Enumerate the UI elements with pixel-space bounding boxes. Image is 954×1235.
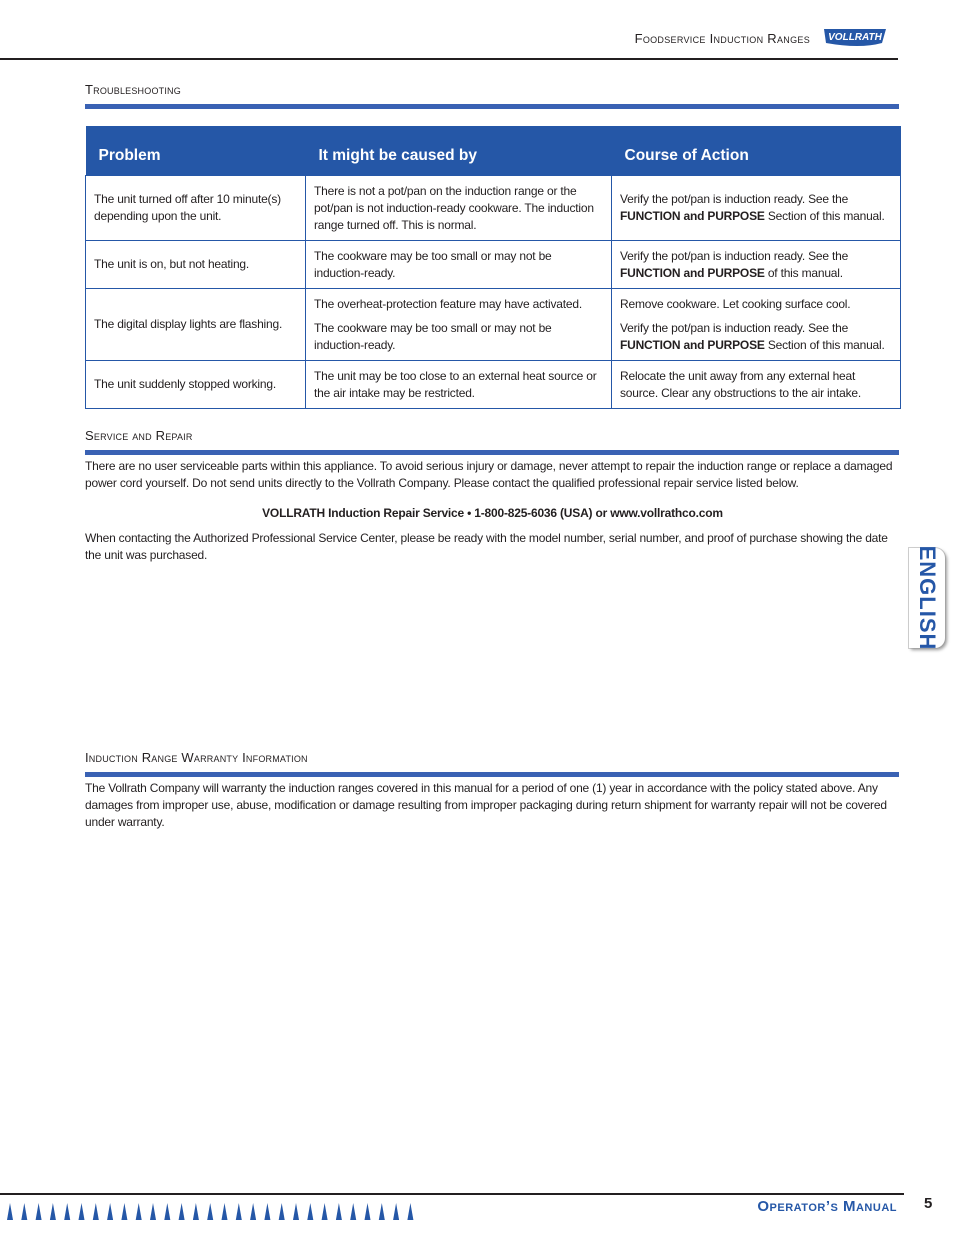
table-row: [86, 361, 901, 409]
triangle-marker: [121, 1203, 127, 1220]
action-cell: [612, 289, 901, 361]
triangle-marker: [264, 1203, 270, 1220]
action-reference: FUNCTION and PURPOSE: [620, 209, 765, 223]
action-text: Verify the pot/pan is induction ready. See the: [620, 320, 849, 335]
warranty-title: Induction Range Warranty Information: [85, 750, 308, 765]
triangle-marker: [136, 1203, 142, 1220]
triangle-marker: [64, 1203, 70, 1220]
triangle-marker: [250, 1203, 256, 1220]
cause-cell: The cookware may be too small or may not be induction-ready.: [306, 241, 612, 289]
problem-cell: The digital display lights are flashing.: [86, 289, 306, 361]
table-row: [86, 176, 901, 241]
column-header-cause: It might be caused by: [306, 126, 612, 176]
problem-cell: The unit is on, but not heating.: [86, 241, 306, 289]
problem-cell: The unit turned off after 10 minute(s) depending upon the unit.: [86, 176, 306, 241]
action-text: Verify the pot/pan is induction ready. See the: [620, 192, 849, 206]
triangle-marker: [307, 1203, 313, 1220]
service-rule: [85, 450, 899, 455]
logo-text: VOLLRATH: [828, 32, 882, 43]
action-cell: Relocate the unit away from any external heat source. Clear any obstructions to the air intake.: [612, 361, 901, 409]
triangle-marker: [322, 1203, 328, 1220]
triangle-marker: [50, 1203, 56, 1220]
table-header-row: [86, 126, 901, 176]
page-number: 5: [924, 1195, 933, 1212]
triangle-marker: [393, 1203, 399, 1220]
column-header-problem: Problem: [86, 126, 306, 176]
action-reference: FUNCTION and PURPOSE: [620, 337, 765, 352]
action-text-end: of this manual.: [764, 265, 843, 280]
action-text: [620, 320, 892, 354]
troubleshooting-title: Troubleshooting: [85, 82, 181, 97]
cause-text: The overheat-protection feature may have activated.: [314, 296, 582, 311]
triangle-marker: [236, 1203, 242, 1220]
cause-cell: There is not a pot/pan on the induction range or the pot/pan is not induction-ready cookware. The induction range turned off. This is normal.: [306, 176, 612, 241]
triangle-marker: [379, 1203, 385, 1220]
triangle-marker: [21, 1203, 27, 1220]
triangle-marker: [207, 1203, 213, 1220]
cause-text: The cookware may be too small or may not be induction-ready.: [314, 320, 552, 352]
header-rule: [0, 58, 898, 60]
triangle-marker: [365, 1203, 371, 1220]
triangle-marker: [79, 1203, 85, 1220]
triangle-marker: [293, 1203, 299, 1220]
warranty-paragraph: The Vollrath Company will warranty the induction ranges covered in this manual for a period of one (1) year in accordance with the policy stated above. Any damages from improper use, abuse, modification or damage resulting from improper packaging during return shipment for warranty repair will not be covered under warranty.: [85, 781, 887, 829]
footer-triangle-markers: [5, 1201, 421, 1221]
troubleshooting-rule: [85, 104, 899, 109]
triangle-marker: [7, 1203, 13, 1220]
table-row: [86, 241, 901, 289]
repair-service-contact: VOLLRATH Induction Repair Service • 1-800-825-6036 (USA) or www.vollrathco.com: [262, 506, 723, 520]
troubleshooting-table: [85, 126, 901, 409]
action-text: Remove cookware. Let cooking surface cool.: [620, 296, 851, 311]
triangle-marker: [93, 1203, 99, 1220]
triangle-marker: [193, 1203, 199, 1220]
table-row: [86, 289, 901, 361]
triangle-marker: [164, 1203, 170, 1220]
triangle-marker: [179, 1203, 185, 1220]
column-header-action: Course of Action: [612, 126, 901, 176]
action-reference: FUNCTION and PURPOSE: [620, 265, 765, 280]
cause-cell: [306, 289, 612, 361]
triangle-marker: [279, 1203, 285, 1220]
footer-rule: [0, 1193, 904, 1195]
triangle-marker: [107, 1203, 113, 1220]
triangle-marker: [407, 1203, 413, 1220]
action-text-end: Section of this manual.: [764, 337, 885, 352]
language-tab: [909, 545, 945, 651]
service-contact-paragraph: When contacting the Authorized Professional Service Center, please be ready with the model number, serial number, and proof of purchase showing the date the unit was purchased.: [85, 531, 888, 562]
footer-title: Operator’s Manual: [757, 1198, 897, 1215]
action-text-end: Section of this manual.: [764, 209, 885, 223]
triangle-marker: [222, 1203, 228, 1220]
problem-cell: The unit suddenly stopped working.: [86, 361, 306, 409]
header-title: Foodservice Induction Ranges: [634, 31, 810, 46]
cause-cell: The unit may be too close to an external heat source or the air intake may be restricted.: [306, 361, 612, 409]
triangle-marker: [350, 1203, 356, 1220]
warranty-rule: [85, 772, 899, 777]
triangle-marker: [150, 1203, 156, 1220]
service-title: Service and Repair: [85, 428, 193, 443]
action-cell: [612, 176, 901, 241]
action-cell: [612, 241, 901, 289]
service-paragraph: There are no user serviceable parts within this appliance. To avoid serious injury or damage, never attempt to repair the induction range or replace a damaged power cord yourself. Do not send units directly to the Vollrath Company. Please contact the qualified professional repair service listed below.: [85, 459, 893, 490]
action-text: Verify the pot/pan is induction ready. See the: [620, 248, 849, 263]
triangle-marker: [36, 1203, 42, 1220]
triangle-marker: [336, 1203, 342, 1220]
vollrath-logo: [820, 27, 890, 49]
language-label: ENGLISH: [915, 545, 940, 651]
